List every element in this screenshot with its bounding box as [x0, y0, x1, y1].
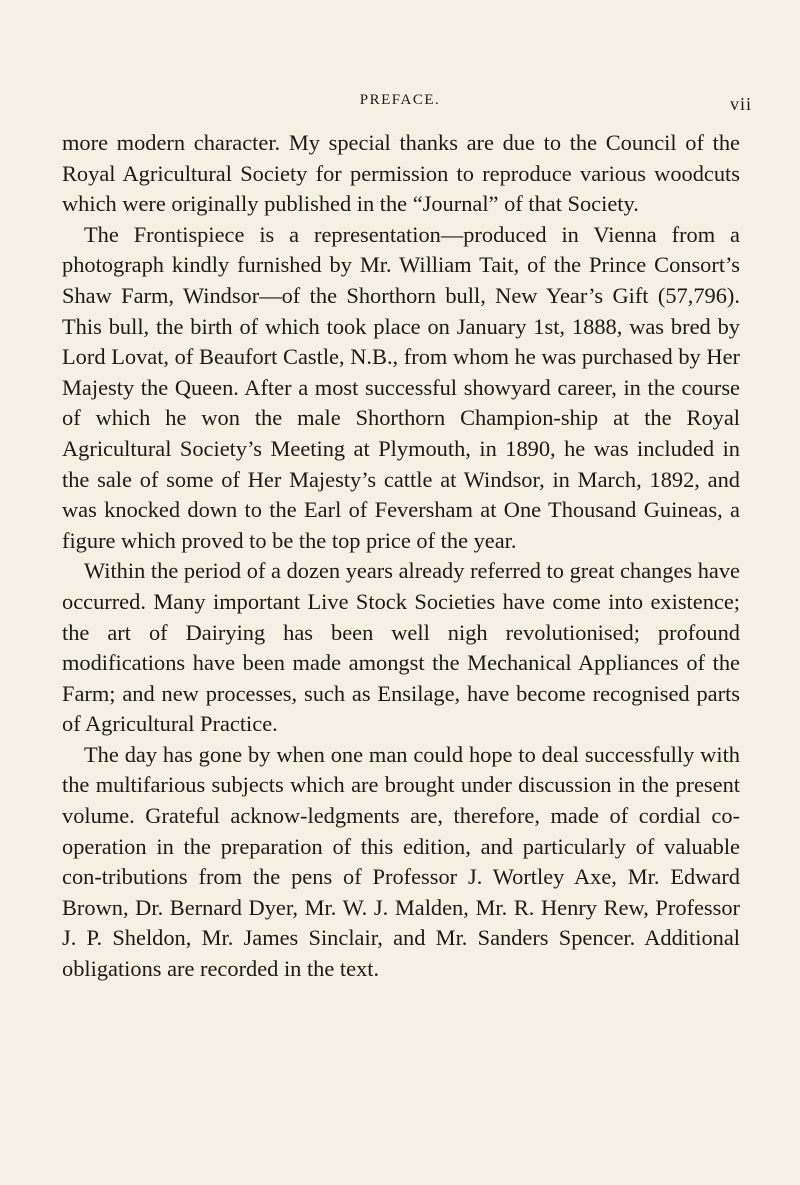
paragraph-1: more modern character. My special thanks are due to the Council of the Royal Agricultural Society for permission to reproduce various woodcuts which were originally published in the “Journal” of that Society.	[62, 130, 740, 217]
running-title: PREFACE.	[359, 92, 441, 108]
running-head	[0, 90, 800, 120]
page-number: vii	[729, 94, 752, 114]
paragraph-2: The Frontispiece is a representation—produced in Vienna from a photograph kindly furnished by Mr. William Tait, of the Prince Consort’s Shaw Farm, Windsor—of the Shorthorn bull, New Year’s Gift (57,796). This bull, the birth of which took place on January 1st, 1888, was bred by Lord Lovat, of Beaufort Castle, N.B., from whom he was purchased by Her Majesty the Queen. After a most successful showyard career, in the course of which he won the male Shorthorn Champion-ship at the Royal Agricultural Society’s Meeting at Plymouth, in 1890, he was included in the sale of some of Her Majesty’s cattle at Windsor, in March, 1892, and was knocked down to the Earl of Feversham at One Thousand Guineas, a figure which proved to be the top price of the year.	[62, 221, 740, 553]
paragraph-4: The day has gone by when one man could hope to deal successfully with the multifarious subjects which are brought under discussion in the present volume. Grateful acknow-ledgments are, therefore, made of cordial co-operation in the preparation of this edition, and particularly of valuable con-tributions from the pens of Professor J. Wortley Axe, Mr. Edward Brown, Dr. Bernard Dyer, Mr. W. J. Malden, Mr. R. Henry Rew, Professor J. P. Sheldon, Mr. James Sinclair, and Mr. Sanders Spencer. Additional obligations are recorded in the text.	[62, 741, 740, 982]
paragraph-3: Within the period of a dozen years already referred to great changes have occurred. Many important Live Stock Societies have come into existence; the art of Dairying has been well nigh revolutionised; profound modifications have been made amongst the Mechanical Appliances of the Farm; and new processes, such as Ensilage, have become recognised parts of Agricultural Practice.	[62, 558, 740, 737]
body-text	[62, 128, 740, 985]
